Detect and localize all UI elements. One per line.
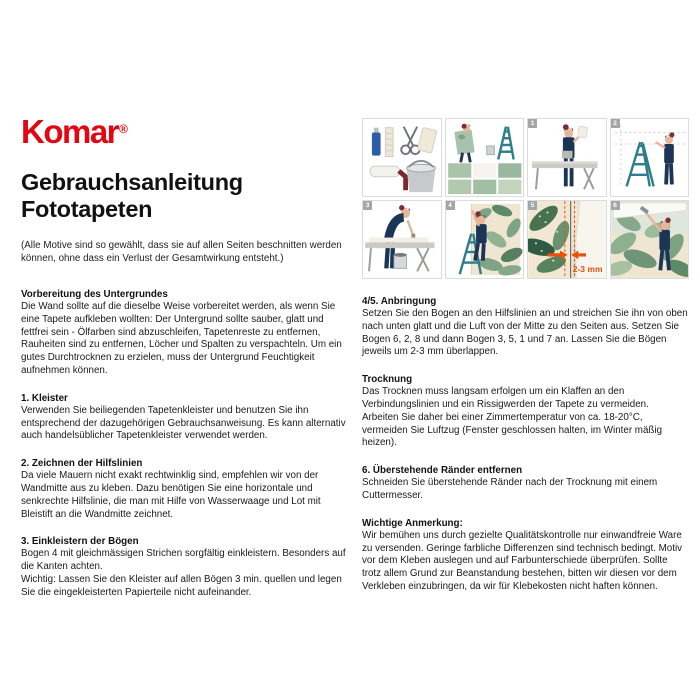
hang-sheet-icon: [446, 201, 524, 278]
right-column: [362, 295, 688, 608]
section-body-2: Wichtig: Lassen Sie den Kleister auf allen Bögen 3 min. quellen und legen Sie die eingekleisterten Papierteile nicht aufeinander.: [21, 573, 342, 598]
section-hilfslinien: [21, 457, 349, 521]
komar-logo: [21, 114, 125, 150]
section-kleister: [21, 392, 349, 443]
section-heading: 4/5. Anbringung: [362, 296, 437, 307]
sort-sheets-icon: [446, 119, 524, 196]
section-heading: 1. Kleister: [21, 392, 68, 404]
panel-step-4-hang-sheet: [445, 200, 525, 279]
section-vorbereitung: [21, 288, 349, 378]
section-body: Die Wand sollte auf die dieselbe Weise vorbereitet werden, als wenn Sie eine Tapete aufkleben wollten: Der Untergrund sollte sauber, glatt und fettfrei sein - Ölfarben sind abzuschleifen, Tapetenreste zu entfernen, Rauheiten sind zu entfernen, Löcher und Spalten zu verspachteln. Um ein gutes Durchtrocknen zu erzielen, muss der Untergrund Feuchtigkeit aufnehmen können.: [21, 301, 342, 376]
registered-trademark-icon: ®: [119, 122, 127, 136]
panel-step-3-paste-sheet: [362, 200, 442, 279]
section-body: Da viele Mauern nicht exakt rechtwinklig sind, empfehlen wir von der Wandmitte aus zu kleben. Dazu benötigen Sie eine horizontale und senkrechte Hilfslinie, die man mit Hilfe von Wasserwaage und Lot mit Bleistift an die Wandmitte zeichnet.: [21, 470, 321, 520]
step-badge: 5: [528, 201, 537, 210]
illustration-grid: [362, 118, 689, 279]
trim-edges-icon: [611, 201, 689, 278]
tools-icon: [363, 119, 441, 196]
intro-note: (Alle Motive sind so gewählt, dass sie auf allen Seiten beschnitten werden können, ohne dass ein Verlust der Gesamtwirkung entsteht.): [21, 240, 342, 264]
panel-step-5-overlap-detail: [527, 200, 607, 279]
section-body: Bogen 4 mit gleichmässigen Strichen sorgfältig einkleistern. Besonders auf die Kanten achten.: [21, 548, 346, 573]
panel-sort-sheets: [445, 118, 525, 197]
page-title: [21, 169, 243, 223]
section-heading: 3. Einkleistern der Bögen: [21, 536, 139, 548]
section-body: Verwenden Sie beiliegenden Tapetenkleister und benutzen Sie ihn entsprechend der dazugehörigen Gebrauchsanweisung. Es kann alternativ auch handelsüblicher Tapetenkleister verwendet werden.: [21, 404, 346, 442]
section-raender-entfernen: [362, 464, 688, 503]
panel-tools: [362, 118, 442, 197]
section-heading: Trocknung: [362, 374, 413, 386]
left-column: [21, 288, 349, 614]
step-badge: 6: [611, 201, 620, 210]
overlap-measure-label: 2-3 mm: [572, 264, 603, 274]
section-body: Das Trocknen muss langsam erfolgen um ein Klaffen an den Verbindungslinien und ein Rissigwerden der Tapete zu vermeiden.: [362, 386, 649, 410]
panel-step-1-check-motif: [527, 118, 607, 197]
section-einkleistern: [21, 535, 349, 599]
step-badge: 2: [611, 119, 620, 128]
logo-text: Komar: [21, 113, 119, 150]
section-body: Setzen Sie den Bogen an den Hilfslinien an und streichen Sie ihn von oben nach unten glatt und die Luft von der Mitte zu den Seiten aus. Setzen Sie Bogen 6, 2, 8 und dann Bogen 3, 5, 1 und 7 an. Lassen Sie die Bögen jeweils um 2-3 mm überlappen.: [362, 308, 688, 358]
draw-guidelines-icon: [611, 119, 689, 196]
paste-sheet-icon: [363, 201, 441, 278]
panel-step-2-draw-guidelines: [610, 118, 690, 197]
section-heading: Wichtige Anmerkung:: [362, 517, 463, 529]
section-heading: 2. Zeichnen der Hilfslinien: [21, 458, 143, 470]
step-badge: 1: [528, 119, 537, 128]
section-body: Schneiden Sie überstehende Ränder nach der Trocknung mit einem Cuttermesser.: [362, 477, 658, 501]
panel-step-6-trim-edges: [610, 200, 690, 279]
section-trocknung: [362, 373, 688, 450]
step-badge: 4: [446, 201, 455, 210]
section-anbringung: [362, 295, 688, 359]
section-wichtige-anmerkung: [362, 517, 688, 594]
section-body: Wir bemühen uns durch gezielte Qualitätskontrolle nur einwandfreie Ware zu versenden. Geringe farbliche Differenzen sind technisch bedingt. Motiv vor dem Kleben auslegen und auf Farbunterschiede überprüfen. Sollte trotz allem Grund zur Beanstandung bestehen, bitten wir diesen vor dem Verkleben einzubringen, da wir für Klebekosten nicht haften können.: [362, 529, 683, 592]
section-body-2: Arbeiten Sie daher bei einer Zimmertemperatur von ca. 18-20°C, vermeiden Sie Luftzug (Fenster geschlossen halten, im Winter mäßig heizen).: [362, 411, 663, 449]
section-heading: Vorbereitung des Untergrundes: [21, 289, 168, 300]
check-motif-icon: [528, 119, 606, 196]
section-heading: 6. Überstehende Ränder entfernen: [362, 465, 523, 477]
title-line-1: Gebrauchsanleitung: [21, 169, 243, 195]
title-line-2: Fototapeten: [21, 196, 153, 222]
step-badge: 3: [363, 201, 372, 210]
